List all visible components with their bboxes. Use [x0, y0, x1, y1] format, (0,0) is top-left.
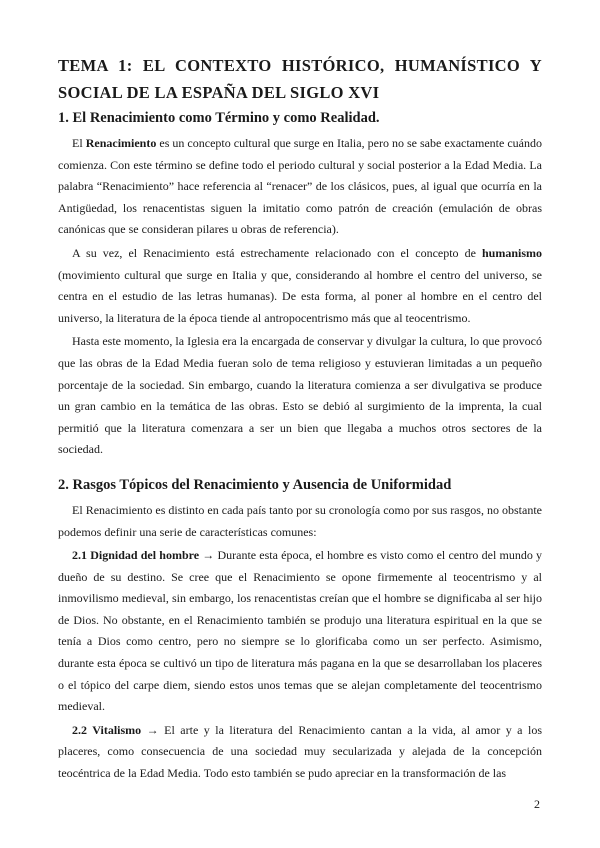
item-2-label: 2.2 Vitalismo — [72, 722, 142, 737]
item-2-text: → El arte y la literatura del Renacimiento cantan a la vida, al amor y a los placeres, como consecuencia de una sociedad muy secularizada y alejada de la concepción teocéntrica de la Edad Media. Todo esto también se pudo apreciar en la transformación de las — [58, 722, 543, 781]
page-number: 2 — [534, 797, 540, 811]
paragraph-text: es un concepto cultural que surge en Italia, pero no se sabe exactamente cuándo comienza. Con este término se define todo el periodo cultural y social posterior a la Edad Media. La palabra “Renacimiento” hace referencia al “renacer” de los clásicos, pues, al igual que ocurría en la Antigüedad, los renacentistas siguen la imitatio como patrón de creación (emulación de obras canónicas que se consideran pilares u obras de referencia). — [58, 136, 542, 237]
section-1-paragraph-3: Hasta este momento, la Iglesia era la encargada de conservar y divulgar la cultura, lo que provocó que las obras de la Edad Media fueran solo de tema religioso y estuvieran limitadas a un pequeño porcentaje de la sociedad. Sin embargo, cuando la literatura comienza a ser divulgativa se produce un gran cambio en la temática de las obras. Esto se debió al surgimiento de la imprenta, la cual permitió que la literatura comenzara a ser un bien que llegaba a muchos otros sectores de la sociedad. — [58, 334, 542, 457]
paragraph-text: (movimiento cultural que surge en Italia y que, considerando al hombre el centro del universo, se centra en el estudio de las letras humanas). De esta forma, al poner al hombre en el centro del universo, la literatura de la época tiende al antropocentrismo más que al teocentrismo. — [58, 267, 542, 325]
document-page — [58, 52, 542, 787]
section-2-heading: 2. Rasgos Tópicos del Renacimiento y Ausencia de Uniformidad — [58, 476, 452, 493]
paragraph-text: A su vez, el Renacimiento está estrechamente relacionado con el concepto de — [72, 245, 482, 260]
paragraph-text: El — [72, 136, 86, 150]
section-2-item-2 — [58, 720, 542, 785]
section-2-item-1 — [58, 545, 542, 718]
section-1-heading: 1. El Renacimiento como Término y como Realidad. — [58, 110, 380, 126]
page-title: TEMA 1: EL CONTEXTO HISTÓRICO, HUMANÍSTICO Y SOCIAL DE LA ESPAÑA DEL SIGLO XVI — [58, 56, 542, 102]
section-1-paragraph-1 — [58, 133, 542, 241]
keyword-renacimiento: Renacimiento — [85, 136, 157, 150]
keyword-humanismo: humanismo — [481, 245, 542, 260]
item-1-label: 2.1 Dignidad del hombre — [72, 548, 200, 563]
section-2-intro: El Renacimiento es distinto en cada país tanto por su cronología como por sus rasgos, no obstante podemos definir una serie de características comunes: — [58, 502, 542, 539]
item-1-text: → Durante esta época, el hombre es visto como el centro del mundo y dueño de su destino. Se cree que el Renacimiento se opone firmemente al teocentrismo y al inmovilismo medieval, sin embargo, los renacentistas creían que el hombre se dignificaba al ser hijo de Dios. No obstante, en el Renacimiento también se produjo una literatura espiritual en la que se tenía a Dios como centro, pero no siempre se lo glorificaba como un ser perfecto. Asimismo, durante esta época se cultivó un tipo de literatura más pagana en la que se desarrollaban los placeres o el tópico del carpe diem, siendo estos unos temas que se alejan completamente del teocentrismo medieval. — [58, 548, 543, 714]
section-1-paragraph-2 — [58, 243, 542, 329]
